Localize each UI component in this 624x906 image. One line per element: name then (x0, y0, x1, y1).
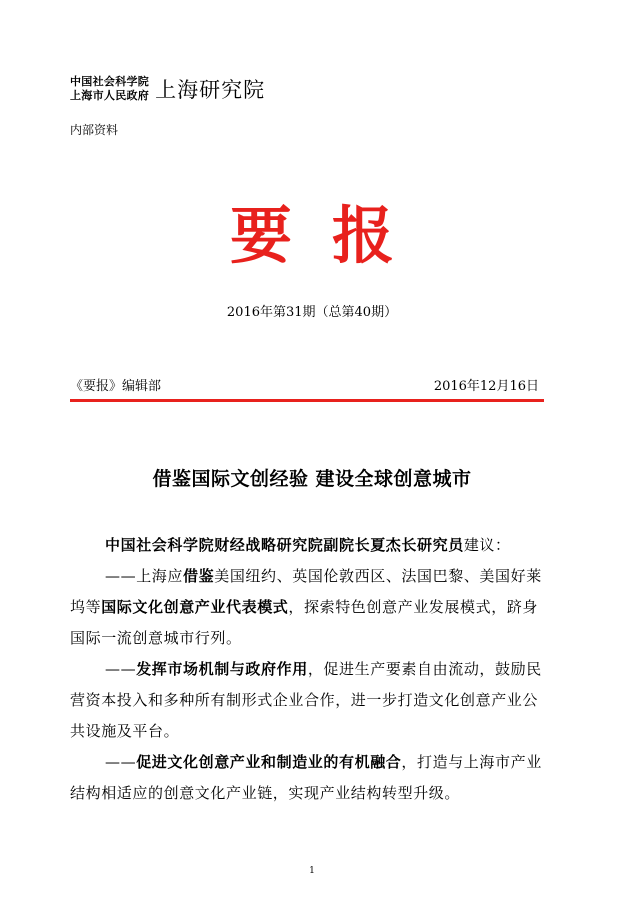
paragraph-2-text-b: ，促进生产要素自由流动，鼓励民营资本投入和多种所有制形式企业合作，进一步打造文化创意产业公共设施及平台。 (70, 660, 542, 740)
org-line-2: 上海市人民政府 (70, 89, 150, 102)
paragraph-1-text-b: 美国纽约、英国伦敦西区、法国巴黎、美国好莱坞等 (70, 567, 542, 616)
org-line-1: 中国社会科学院 (70, 75, 150, 88)
paragraph-2 (70, 654, 545, 747)
institute-name: 上海研究院 (155, 78, 266, 102)
paragraph-2-text-a: —— (105, 660, 137, 678)
institute-logo (70, 74, 265, 104)
issue-number: 2016年第31期（总第40期） (226, 305, 398, 320)
editorial-department: 《要报》编辑部 (70, 379, 162, 394)
lead-sentence (105, 530, 545, 561)
paragraph-1-bold-b: 国际文化创意产业代表模式 (101, 598, 289, 616)
paragraph-3-text-b: ，打造与上海市产业结构相适应的创意文化产业链，实现产业结构转型升级。 (70, 753, 542, 802)
paragraph-1-text-a: ——上海应 (105, 567, 184, 585)
red-divider (70, 399, 544, 402)
article-body (70, 530, 545, 809)
paragraph-3 (70, 747, 545, 809)
masthead-title: 要报 (229, 199, 434, 272)
organization-names (70, 75, 149, 103)
author-attribution: 中国社会科学院财经战略研究院副院长夏杰长研究员 (105, 536, 464, 554)
paragraph-1 (70, 561, 545, 654)
paragraph-1-text-c: ，探索特色创意产业发展模式，跻身国际一流创意城市行列。 (70, 598, 539, 647)
paragraph-3-bold-a: 促进文化创意产业和制造业的有机融合 (136, 753, 402, 771)
lead-suffix: 建议： (463, 536, 511, 554)
paragraph-1-bold-a: 借鉴 (183, 567, 215, 585)
paragraph-3-text-a: —— (105, 753, 137, 771)
paragraph-2-bold-a: 发挥市场机制与政府作用 (136, 660, 308, 678)
article-title: 借鉴国际文创经验 建设全球创意城市 (152, 468, 472, 490)
internal-label: 内部资料 (70, 123, 119, 137)
publication-date: 2016年12月16日 (433, 379, 539, 394)
page-number: 1 (309, 866, 315, 876)
